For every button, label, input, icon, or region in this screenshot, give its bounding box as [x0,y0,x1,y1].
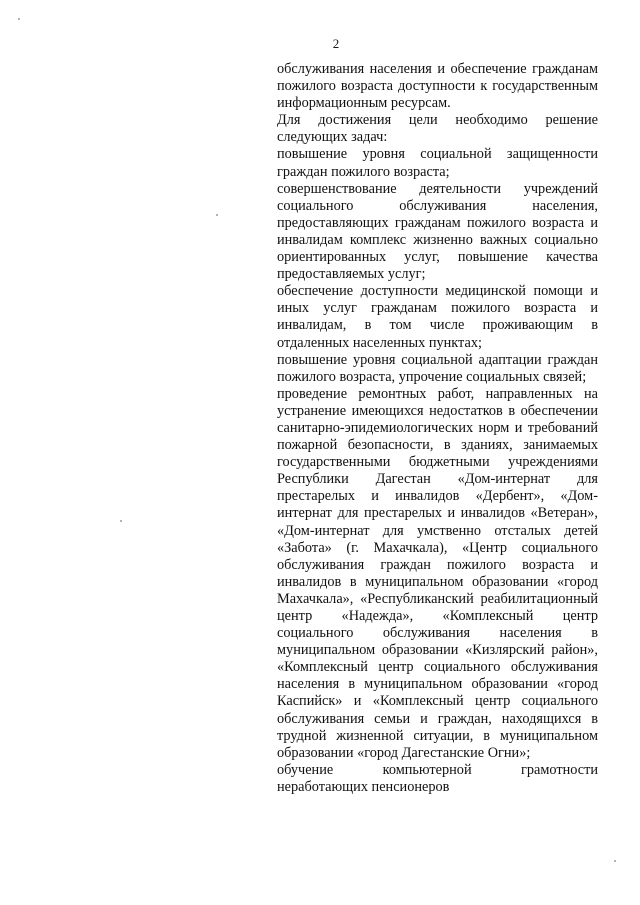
paragraph: совершенствование деятельности учреждений социального обслуживания населения, предоставляющих гражданам пожилого возраста и инвалидам комплекс жизненно важных социально ориентированных услуг, повышение качества предоставляемых услуг; [277,180,598,283]
body-text [277,61,598,796]
paragraph: обслуживания населения и обеспечение гражданам пожилого возраста доступности к государственным информационным ресурсам. [277,61,598,112]
paragraph: повышение уровня социальной адаптации граждан пожилого возраста, упрочение социальных связей; [277,351,598,385]
scan-speck [18,18,20,20]
paragraph: проведение ремонтных работ, направленных на устранение имеющихся недостатков в обеспечении санитарно-эпидемиологических норм и требований пожарной безопасности, в зданиях, занимаемых государственными бюджетными учреждениями Республики Дагестан «Дом-интернат для престарелых и инвалидов «Дербент», «Дом-интернат для престарелых и инвалидов «Ветеран», «Дом-интернат для умственно отсталых детей «Забота» (г. Махачкала), «Центр социального обслуживания граждан пожилого возраста и инвалидов в муниципальном образовании «город Махачкала», «Республиканский реабилитационный центр «Надежда», «Комплексный центр социального обслуживания населения в муниципальном образовании «Кизлярский район», «Комплексный центр социального обслуживания населения в муниципальном образовании «город Каспийск» и «Комплексный центр социального обслуживания семьи и граждан, находящихся в трудной жизненной ситуации, в муниципальном образовании «город Дагестанские Огни»; [277,385,598,761]
paragraph: обеспечение доступности медицинской помощи и иных услуг гражданам пожилого возраста и инвалидам, в том числе проживающим в отдаленных населенных пунктах; [277,283,598,351]
scan-speck [614,860,616,862]
page-number: 2 [332,36,340,51]
paragraph: Для достижения цели необходимо решение следующих задач: [277,112,598,146]
paragraph: повышение уровня социальной защищенности граждан пожилого возраста; [277,146,598,180]
scan-speck [216,214,218,216]
scan-speck [120,520,122,522]
paragraph: обучение компьютерной грамотности неработающих пенсионеров [277,761,598,795]
